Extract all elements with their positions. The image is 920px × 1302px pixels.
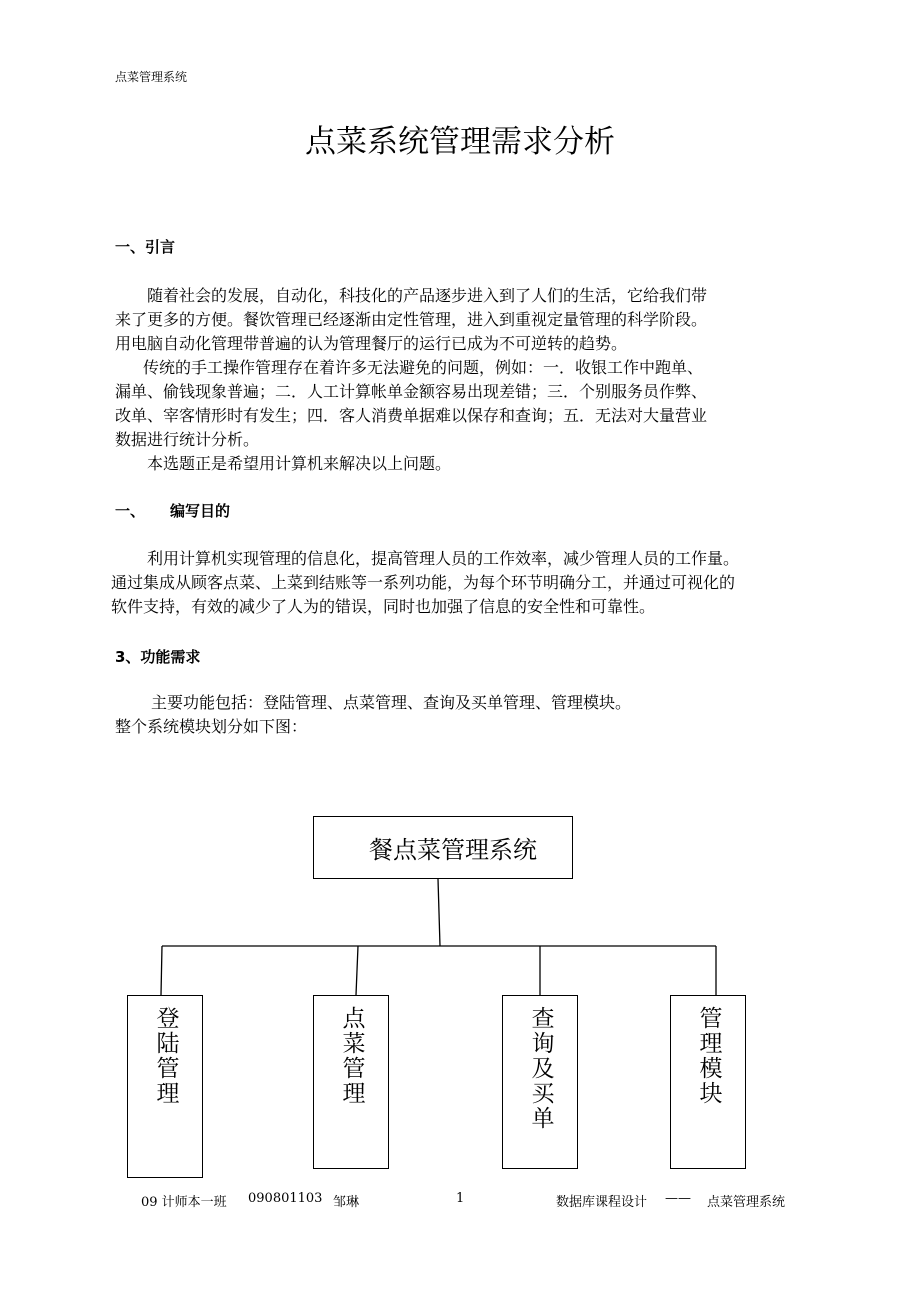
diagram-node-label: 管理模块 (695, 1006, 722, 1106)
paragraph-line: 通过集成从顾客点菜、上菜到结账等一系列功能，为每个环节明确分工，并通过可视化的 (111, 573, 736, 592)
paragraph-line: 整个系统模块划分如下图： (115, 717, 308, 736)
paragraph-line: 数据进行统计分析。 (115, 430, 260, 449)
diagram-node-label: 点菜管理 (338, 1006, 365, 1106)
diagram-node-ordering (313, 995, 389, 1169)
diagram-root-node (313, 816, 573, 879)
paragraph-line: 利用计算机实现管理的信息化，提高管理人员的工作效率，减少管理人员的工作量。 (147, 549, 740, 568)
section-heading-purpose: 编写目的 (170, 502, 231, 520)
footer-student-name: 邹琳 (333, 1195, 360, 1210)
connector-child-1 (161, 946, 162, 995)
footer-class: 09 计师本一班 (141, 1195, 227, 1210)
footer-course: 数据库课程设计 (556, 1195, 648, 1210)
paragraph-line: 传统的手工操作管理存在着许多无法避免的问题，例如：一．收银工作中跑单、 (143, 358, 704, 377)
paragraph-line: 本选题正是希望用计算机来解决以上问题。 (147, 454, 452, 473)
footer-student-id: 090801103 (248, 1191, 323, 1206)
connector-root-stem (438, 879, 440, 946)
diagram-root-label: 餐点菜管理系统 (369, 836, 537, 864)
paragraph-line: 改单、宰客情形时有发生；四．客人消费单据难以保存和查询；五．无法对大量营业 (115, 406, 708, 425)
section-heading-number: 一、 (115, 502, 146, 520)
diagram-node-label: 登陆管理 (152, 1006, 179, 1106)
document-title: 点菜系统管理需求分析 (305, 124, 615, 160)
diagram-node-query-checkout (502, 995, 578, 1169)
section-heading-requirements: 3、功能需求 (115, 648, 201, 666)
footer-dash: —— (665, 1191, 691, 1206)
diagram-node-label: 查询及买单 (527, 1006, 554, 1131)
paragraph-line: 来了更多的方便。餐饮管理已经逐渐由定性管理，进入到重视定量管理的科学阶段。 (115, 310, 708, 329)
diagram-node-login (127, 995, 203, 1178)
footer-system: 点菜管理系统 (707, 1195, 786, 1210)
footer-page-number: 1 (456, 1191, 465, 1206)
running-header: 点菜管理系统 (115, 70, 188, 84)
section-heading-introduction: 一、引言 (115, 238, 176, 256)
diagram-node-management (670, 995, 746, 1169)
paragraph-line: 软件支持，有效的减少了人为的错误，同时也加强了信息的安全性和可靠性。 (111, 597, 656, 616)
paragraph-line: 漏单、偷钱现象普遍；二．人工计算帐单金额容易出现差错；三．个别服务员作弊、 (115, 382, 708, 401)
paragraph-line: 用电脑自动化管理带普遍的认为管理餐厅的运行已成为不可逆转的趋势。 (115, 334, 628, 353)
connector-child-2 (356, 946, 358, 995)
paragraph-line: 随着社会的发展，自动化，科技化的产品逐步进入到了人们的生活，它给我们带 (147, 286, 708, 305)
paragraph-line: 主要功能包括：登陆管理、点菜管理、查询及买单管理、管理模块。 (151, 693, 632, 712)
